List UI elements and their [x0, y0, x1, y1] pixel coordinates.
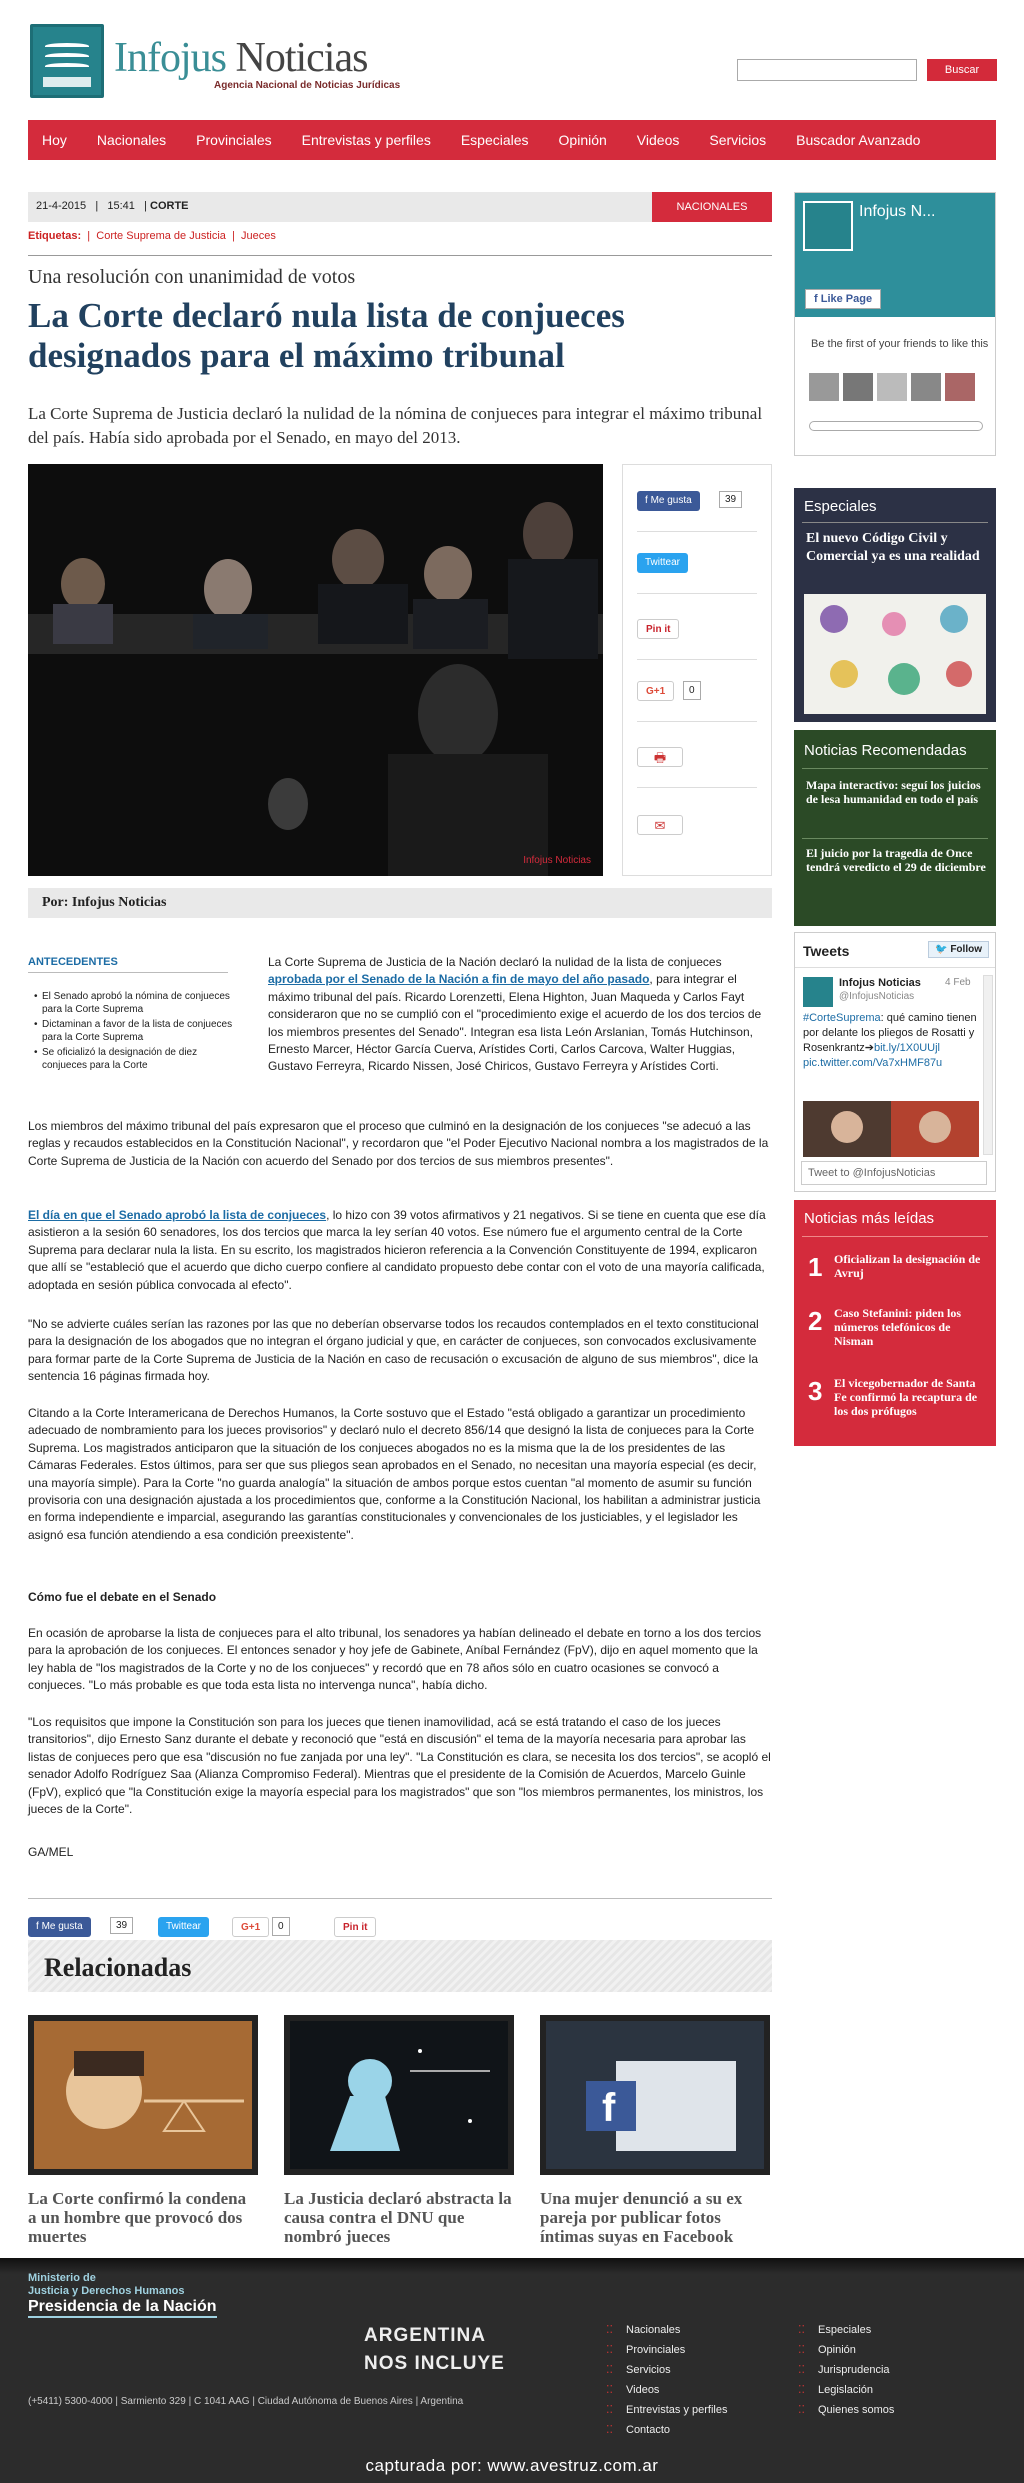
- site-header: [0, 0, 1024, 120]
- like-count: 39: [719, 491, 742, 508]
- site-subtitle: Agencia Nacional de Noticias Jurídicas: [214, 80, 401, 91]
- article-paragraph: La Corte Suprema de Justicia de la Nación declaró la nulidad de la lista de conjueces aprobada por el Senado de la Nación a fin de mayo del año pasado, para integrar el máximo tribunal del país. Ricardo Lorenzetti, Elena Highton, Juan Maqueda y Carlos Fayt consideraron que no se cumplió con el "procedimiento exige el acuerdo de los dos tercios de los miembros presentes del Senado". Integran esa lista León Arslanian, Tomás Hutchinson, Ernesto Marcer, Héctor García Cuerva, Arístides Corti, Carlos Carcova, Walter Huggias, Gustavo Ferreyra, Ricardo Nissen, José Chiricos, Gustavo Ferreyra y Arístides Corti.: [268, 955, 762, 1074]
- gplus-button[interactable]: G+1: [637, 681, 674, 701]
- capture-watermark: capturada por: www.avestruz.com.ar: [365, 2456, 659, 2475]
- tweet-image[interactable]: [803, 1101, 979, 1157]
- facebook-like-page-button[interactable]: f Like Page: [805, 289, 881, 309]
- footer-argentina-logo: ARGENTINA NOS INCLUYE: [364, 2325, 505, 2374]
- related-image[interactable]: [28, 2015, 258, 2175]
- tweet-button[interactable]: Twittear: [637, 553, 688, 573]
- rank-number: 3: [808, 1376, 823, 1406]
- footer-link[interactable]: ⁚⁚ Jurisprudencia: [796, 2360, 894, 2380]
- tag-link[interactable]: Corte Suprema de Justicia: [96, 230, 226, 242]
- rank-number: 1: [808, 1252, 823, 1282]
- article-title: La Corte declaró nula lista de conjueces designados para el máximo tribunal: [28, 296, 625, 375]
- nav-item-especiales[interactable]: Especiales: [460, 132, 529, 148]
- related-item[interactable]: [28, 2015, 258, 2246]
- especiales-title: Especiales: [804, 498, 877, 515]
- related-item[interactable]: [284, 2015, 514, 2246]
- search-button[interactable]: Buscar: [927, 59, 997, 81]
- antecedente-link[interactable]: • Se oficializó la designación de diez conjueces para la Corte: [28, 1046, 238, 1072]
- footer-address: (+5411) 5300-4000 | Sarmiento 329 | C 1041 AAG | Ciudad Autónoma de Buenos Aires | Argentina: [28, 2396, 464, 2407]
- antecedentes-list: [28, 990, 238, 1074]
- article-paragraph: Los miembros del máximo tribunal del país expresaron que el proceso que culminó en la designación de los conjueces "se adecuó a las reglas y recaudos establecidos en la Constitución Nacional", y recordaron que "el Poder Ejecutivo Nacional nombra a los magistrados de la Corte Suprema de Justicia de la Nación con acuerdo del Senado por dos tercios de sus miembros presentes".: [28, 1119, 769, 1168]
- tags-row: Etiquetas: | Corte Suprema de Justicia | Jueces: [28, 230, 772, 256]
- recomendada-link[interactable]: El juicio por la tragedia de Once tendrá veredicto el 29 de diciembre: [806, 846, 986, 874]
- tweet-link[interactable]: bit.ly/1X0UUjl: [873, 1042, 940, 1054]
- article-photo: [28, 464, 603, 876]
- logo-icon[interactable]: [30, 24, 104, 98]
- inline-link[interactable]: El día en que el Senado aprobó la lista de conjueces: [28, 1208, 327, 1222]
- like-count: 39: [110, 1917, 133, 1934]
- gplus-count: 0: [683, 681, 701, 700]
- nav-item-buscador[interactable]: Buscador Avanzado: [796, 132, 921, 148]
- twitter-follow-button[interactable]: 🐦 Follow: [928, 941, 989, 958]
- article-section: CORTE: [150, 200, 189, 212]
- footer-link[interactable]: ⁚⁚ Legislación: [796, 2380, 894, 2400]
- inline-link[interactable]: aprobada por el Senado de la Nación a fin de mayo del año pasado: [268, 972, 650, 987]
- tweets-title: Tweets: [803, 943, 850, 959]
- tweet-pic-link[interactable]: pic.twitter.com/Va7xHMF87u: [803, 1057, 943, 1069]
- bottom-share-bar: [28, 1898, 772, 1933]
- print-icon[interactable]: 🖶: [637, 747, 683, 767]
- mas-leida-link[interactable]: El vicegobernador de Santa Fe confirmó la recaptura de los dos prófugos: [834, 1376, 978, 1418]
- svg-text:f: f: [602, 2086, 616, 2130]
- search-input[interactable]: [737, 59, 917, 81]
- nav-item-servicios[interactable]: Servicios: [709, 132, 767, 148]
- recomendada-link[interactable]: Mapa interactivo: seguí los juicios de lesa humanidad en todo el país: [806, 778, 981, 806]
- site-title[interactable]: Infojus Noticias: [114, 35, 368, 81]
- footer-link[interactable]: ⁚⁚ Videos: [604, 2380, 727, 2400]
- article-paragraph: "No se advierte cuáles serían las razones por las que no deberían observarse todos los recaudos contemplados en el texto constitucional para la designación de los abogados que no integran el órgano judicial y que, en carácter de conjueces, son convocados exclusivamente para formar parte de la Corte Suprema de Justicia de la Nación en caso de recusación o excusación de alguno de sus miembros", dice la sentencia 16 páginas firmada hoy.: [28, 1317, 759, 1384]
- facebook-like-button[interactable]: f Me gusta: [637, 491, 700, 511]
- tweet-hashtag[interactable]: #CorteSuprema: [803, 1012, 881, 1024]
- rank-number: 2: [808, 1306, 823, 1336]
- especiales-image[interactable]: [804, 594, 986, 714]
- photo-credit: Infojus Noticias: [523, 855, 591, 866]
- facebook-cover[interactable]: [795, 193, 995, 317]
- tweet-handle: @InfojusNoticias: [839, 991, 915, 1002]
- footer-presidency[interactable]: Presidencia de la Nación: [28, 2298, 217, 2318]
- footer-links-a: [604, 2320, 727, 2440]
- article-date: 21-4-2015 | 15:41 |: [36, 200, 147, 212]
- pinterest-button[interactable]: Pin it: [334, 1917, 376, 1937]
- mas-leidas-box: [794, 1200, 996, 1446]
- facebook-friends-text: Be the first of your friends to like this: [811, 338, 989, 350]
- mas-leida-link[interactable]: Oficializan la designación de Avruj: [834, 1252, 981, 1280]
- main-nav: [28, 120, 996, 160]
- related-item[interactable]: [540, 2015, 770, 2246]
- nav-item-opinion[interactable]: Opinión: [558, 132, 607, 148]
- share-column: [622, 464, 772, 876]
- article-paragraph: Citando a la Corte Interamericana de Derechos Humanos, la Corte sostuvo que el Estado "está obligado a garantizar un procedimiento adecuado de nombramiento para los jueces provisorios" y declaró nulo el decreto 856/14 que designó la lista de conjueces para la Corte Suprema. Los magistrados anticiparon que la situación de los conjueces abogados no es la misma que la de los presidentes de las Cámaras Federales. Estos últimos, para ser que sus pliegos sean aprobados en el Senado, no necesitan una mayoría especial (es decir, una mayoría simple). Para la Corte "no guarda analogía" la situación de ambos porque estos cuentan "al momento de asumir su función provisoria con una designación ajustada a los procedimientos que, conforme a la Constitución Nacional, los habilitan a administrar justicia en forma independiente e imparcial, asegurando las garantías constitucionales y convencionales de los justiciables, y el legislador les asignó esa función atendiendo a esa condición preexistente".: [28, 1406, 761, 1542]
- antecedente-link[interactable]: • El Senado aprobó la nómina de conjueces para la Corte Suprema: [28, 990, 238, 1016]
- related-item-title[interactable]: Una mujer denunció a su ex pareja por publicar fotos íntimas suyas en Facebook: [540, 2189, 743, 2246]
- article-meta-bar: [28, 192, 772, 222]
- footer-link[interactable]: ⁚⁚ Opinión: [796, 2340, 894, 2360]
- tweet-date: 4 Feb: [945, 977, 971, 988]
- nav-item-hoy[interactable]: Hoy: [42, 132, 67, 148]
- facebook-scrollbar[interactable]: [809, 421, 983, 431]
- article-kicker: Una resolución con unanimidad de votos: [28, 266, 356, 288]
- nav-item-provinciales[interactable]: Provinciales: [196, 132, 272, 148]
- especiales-box: [794, 488, 996, 722]
- footer-link[interactable]: ⁚⁚ Quienes somos: [796, 2400, 894, 2420]
- footer-link[interactable]: ⁚⁚ Servicios: [604, 2360, 727, 2380]
- footer-link[interactable]: ⁚⁚ Contacto: [604, 2420, 727, 2440]
- facebook-like-button[interactable]: f Me gusta: [28, 1917, 91, 1937]
- footer-link[interactable]: ⁚⁚ Nacionales: [604, 2320, 727, 2340]
- tag-link[interactable]: Jueces: [241, 230, 276, 242]
- footer-ministry: Ministerio de Justicia y Derechos Humanos: [28, 2272, 185, 2297]
- facebook-widget: [794, 192, 996, 456]
- tweet-compose-box[interactable]: Tweet to @InfojusNoticias: [801, 1161, 987, 1185]
- byline: Por: Infojus Noticias: [28, 888, 772, 918]
- facebook-friends-avatars: [809, 373, 975, 401]
- category-badge[interactable]: NACIONALES: [652, 192, 772, 222]
- gplus-button[interactable]: G+1: [232, 1917, 269, 1937]
- recomendadas-box: [794, 730, 996, 926]
- nav-item-videos[interactable]: Videos: [636, 132, 680, 148]
- related-item-title[interactable]: La Corte confirmó la condena a un hombre que provocó dos muertes: [28, 2189, 247, 2246]
- tweet-user[interactable]: Infojus Noticias: [839, 977, 921, 989]
- mas-leida-link[interactable]: Caso Stefanini: piden los números telefónicos de Nisman: [834, 1306, 962, 1348]
- recomendadas-title: Noticias Recomendadas: [804, 742, 967, 759]
- related-title: Relacionadas: [44, 1953, 192, 1982]
- article-paragraph: En ocasión de aprobarse la lista de conjueces para el alto tribunal, los senadores ya habían delineado el debate en torno a los dos tercios para la aprobación de los conjueces. El entonces senador y hoy jefe de Gabinete, Aníbal Fernández (FpV), dijo en aquel momento que la ley habla de "los magistrados de la Corte y no de los conjueces" y recordó que en 78 años sólo en cuatro ocasiones se convocó a conjueces. "Lo más probable es que toda esta lista no intervenga nunca", había dicho.: [28, 1626, 762, 1693]
- footer-links-b: [796, 2320, 894, 2420]
- email-icon[interactable]: ✉: [637, 815, 683, 835]
- pinterest-button[interactable]: Pin it: [637, 619, 679, 639]
- nav-item-nacionales[interactable]: Nacionales: [96, 132, 167, 148]
- article-signature: GA/MEL: [28, 1845, 74, 1859]
- tweet-button[interactable]: Twittear: [158, 1917, 209, 1937]
- footer-link[interactable]: ⁚⁚ Provinciales: [604, 2340, 727, 2360]
- article-paragraph: "Los requisitos que impone la Constitución son para los jueces que tienen inamovilidad, acá se está tratando el caso de los jueces transitorios", dijo Ernesto Sanz durante el debate y reconoció que "está en discusión" el tema de la mayoría necesaria para aprobar las listas de conjueces pero que esa "discusión no fue zanjada por una ley". "La Constitución es clara, se necesita los dos tercios", se acopló el senador Adolfo Rodríguez Saa (Alianza Compromiso Federal). Mientras que el presidente de la Comisión de Acuerdos, Marcelo Guinle (FpV), explicó que "la Constitución exige la mayoría especial para los magistrados" que son "los miembros permanentes, los ministros, los jueces de la Corte".: [28, 1715, 771, 1817]
- article-subhead: Cómo fue el debate en el Senado: [28, 1590, 217, 1604]
- facebook-page-name[interactable]: Infojus N...: [859, 203, 936, 220]
- nav-item-entrevistas[interactable]: Entrevistas y perfiles: [301, 132, 431, 148]
- related-image[interactable]: [284, 2015, 514, 2175]
- article-paragraph: El día en que el Senado aprobó la lista de conjueces, lo hizo con 39 votos afirmativos y 21 negativos. Si se tiene en cuenta que ese día asistieron a la sesión 60 senadores, los dos tercios que marca la ley serían 40 votos. Ese número fue el argumento central de la Corte Suprema para declarar nula la lista. En su escrito, los magistrados hicieron referencia a la Convención Constituyente de 1994, explicaron que allí se "estableció que el acuerdo que dicho cuerpo confiere al candidato propuesto debe contar con el voto de una mayoría calificada, adoptada en sesión pública convocada al efecto".: [28, 1208, 766, 1292]
- antecedentes-title: ANTECEDENTES: [28, 956, 228, 973]
- tags-label: Etiquetas:: [28, 230, 82, 242]
- related-item-title[interactable]: La Justicia declaró abstracta la causa contra el DNU que nombró jueces: [284, 2189, 512, 2246]
- footer-link[interactable]: ⁚⁚ Entrevistas y perfiles: [604, 2400, 727, 2420]
- article-lead: La Corte Suprema de Justicia declaró la nulidad de la nómina de conjueces para integrar el máximo tribunal del país. Había sido aprobada por el Senado, en mayo del 2013.: [28, 404, 763, 447]
- footer-link[interactable]: ⁚⁚ Especiales: [796, 2320, 894, 2340]
- mas-leidas-title: Noticias más leídas: [804, 1210, 935, 1227]
- twitter-widget: [794, 932, 996, 1192]
- gplus-count: 0: [272, 1917, 290, 1936]
- related-header: [28, 1940, 772, 1992]
- twitter-avatar[interactable]: [803, 977, 833, 1007]
- twitter-scrollbar[interactable]: [983, 975, 993, 1155]
- related-image[interactable]: [540, 2015, 770, 2175]
- especiales-headline[interactable]: El nuevo Código Civil y Comercial ya es una realidad: [806, 531, 980, 564]
- tweet-text: #CorteSuprema: qué camino tienen por delante los pliegos de Rosatti y Rosenkrantz➔bit.ly/1X0UUjl pic.twitter.com/Va7xHMF87u: [803, 1012, 977, 1069]
- antecedente-link[interactable]: • Dictaminan a favor de la lista de conjueces para la Corte Suprema: [28, 1018, 238, 1044]
